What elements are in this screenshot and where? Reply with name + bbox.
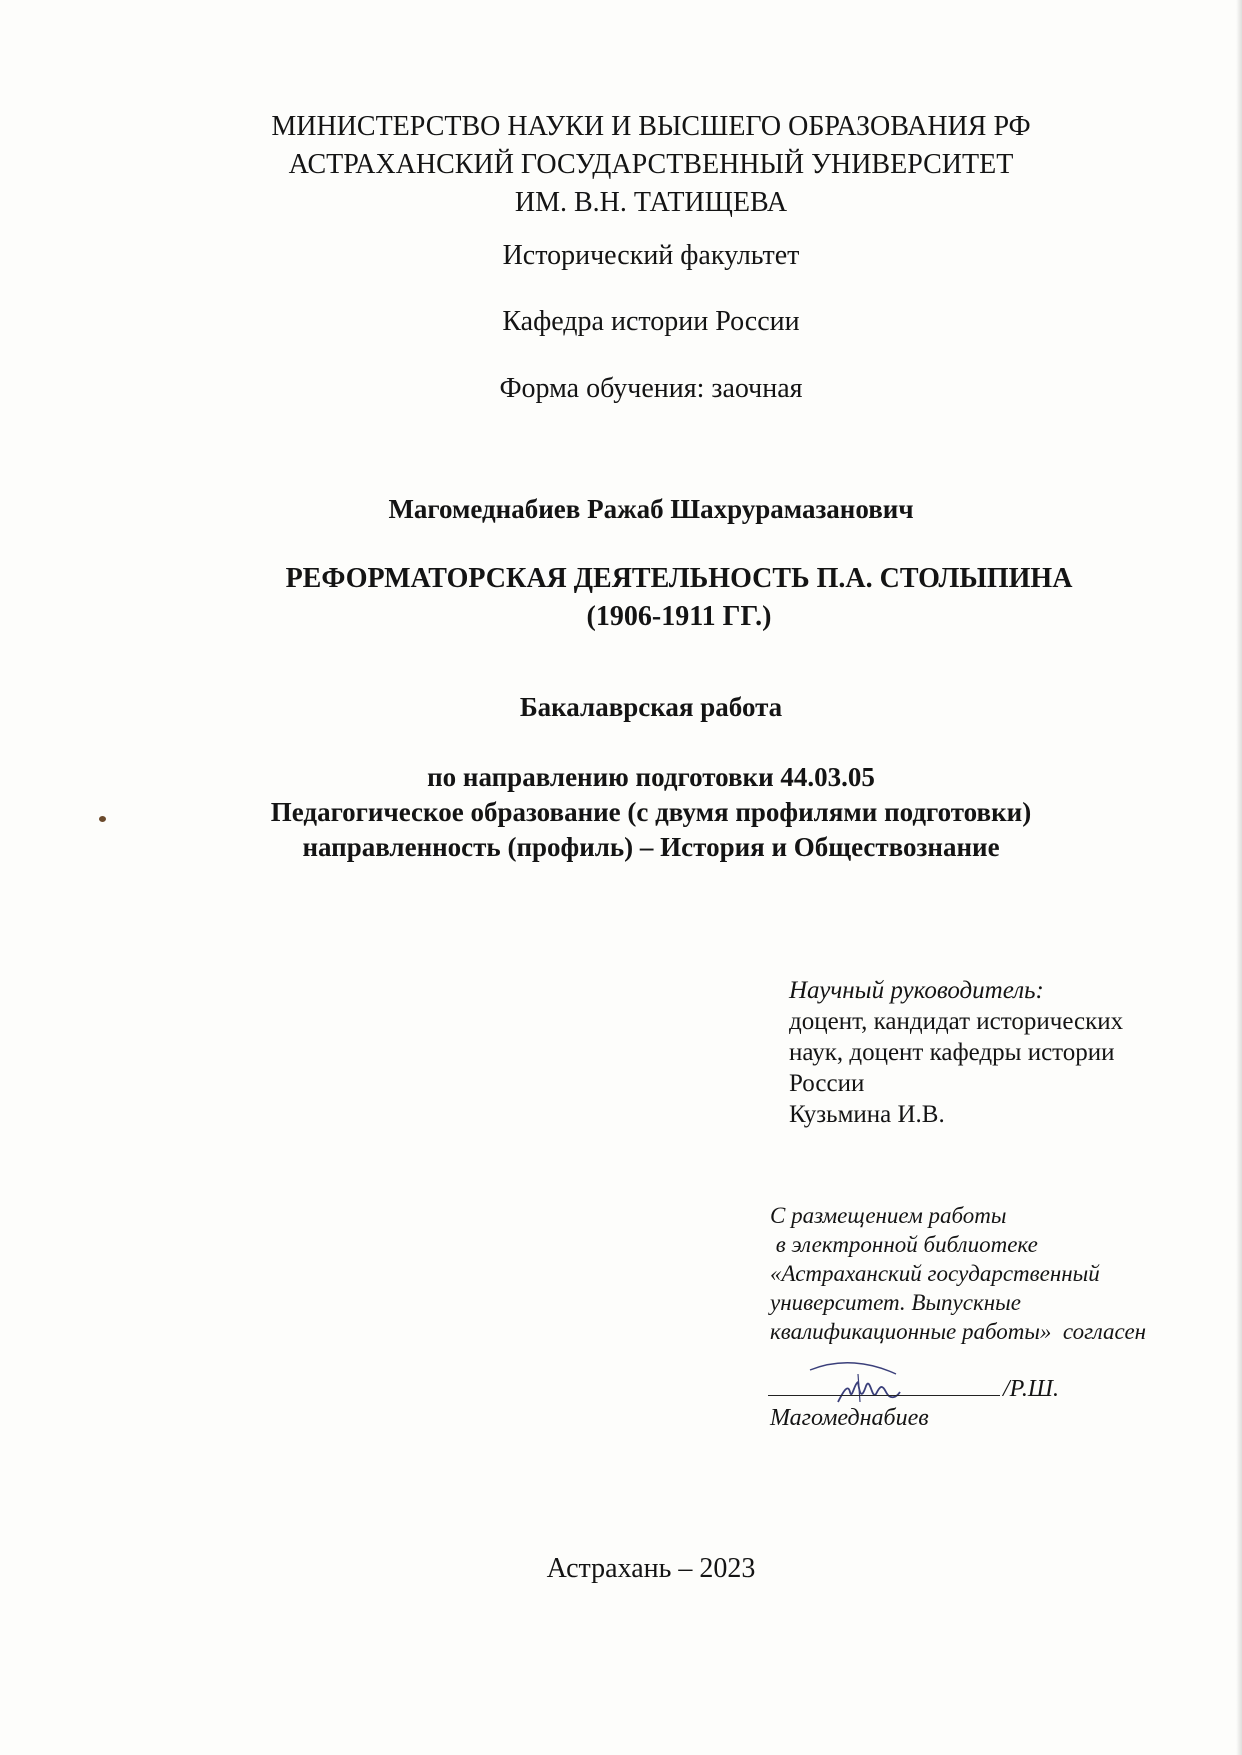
consent-line: университет. Выпускные — [770, 1290, 1021, 1315]
signature-underline — [768, 1373, 1000, 1396]
ministry-header — [0, 108, 1242, 222]
department: Кафедра истории России — [502, 306, 800, 337]
faculty: Исторический факультет — [502, 240, 800, 271]
direction-code-line: по направлению подготовки 44.03.05 — [427, 762, 875, 792]
supervisor-block — [789, 975, 1123, 1130]
supervisor-label: Научный руководитель: — [789, 977, 1044, 1004]
thesis-title-years: (1906-1911 ГГ.) — [586, 601, 772, 632]
consent-line: «Астраханский государственный — [770, 1261, 1100, 1286]
supervisor-name: Кузьмина И.В. — [789, 1101, 945, 1128]
supervisor-line: доцент, кандидат исторических — [789, 1008, 1124, 1035]
work-type: Бакалаврская работа — [519, 692, 783, 722]
thesis-title — [28, 560, 1242, 636]
scan-speck — [99, 816, 106, 822]
signature-row — [768, 1373, 1059, 1404]
direction-profile-line: направленность (профиль) – История и Обществознание — [302, 832, 1000, 862]
city-year: Астрахань – 2023 — [546, 1553, 756, 1584]
ministry-line: МИНИСТЕРСТВО НАУКИ И ВЫСШЕГО ОБРАЗОВАНИЯ РФ — [271, 111, 1031, 142]
consent-line: С размещением работы — [770, 1203, 1007, 1228]
supervisor-line: наук, доцент кафедры истории — [789, 1039, 1115, 1066]
direction-name-line: Педагогическое образование (с двумя профилями подготовки) — [270, 797, 1032, 827]
scan-edge-shadow — [1236, 0, 1242, 1755]
supervisor-line: России — [789, 1070, 865, 1097]
consent-line: квалификационные работы» согласен — [770, 1319, 1147, 1344]
consent-line: в электронной библиотеке — [770, 1232, 1038, 1257]
university-name-line: ИМ. В.Н. ТАТИЩЕВА — [514, 187, 788, 218]
signature-surname: Магомеднабиев — [770, 1405, 929, 1431]
study-direction — [0, 760, 1242, 865]
library-consent — [770, 1201, 1146, 1346]
thesis-title-line: РЕФОРМАТОРСКАЯ ДЕЯТЕЛЬНОСТЬ П.А. СТОЛЫПИНА — [285, 563, 1073, 594]
university-line: АСТРАХАНСКИЙ ГОСУДАРСТВЕННЫЙ УНИВЕРСИТЕТ — [288, 149, 1014, 180]
author-name: Магомеднабиев Ражаб Шахрурамазанович — [388, 494, 914, 524]
signature-initials: /Р.Ш. — [1003, 1376, 1059, 1402]
study-form: Форма обучения: заочная — [499, 373, 803, 404]
